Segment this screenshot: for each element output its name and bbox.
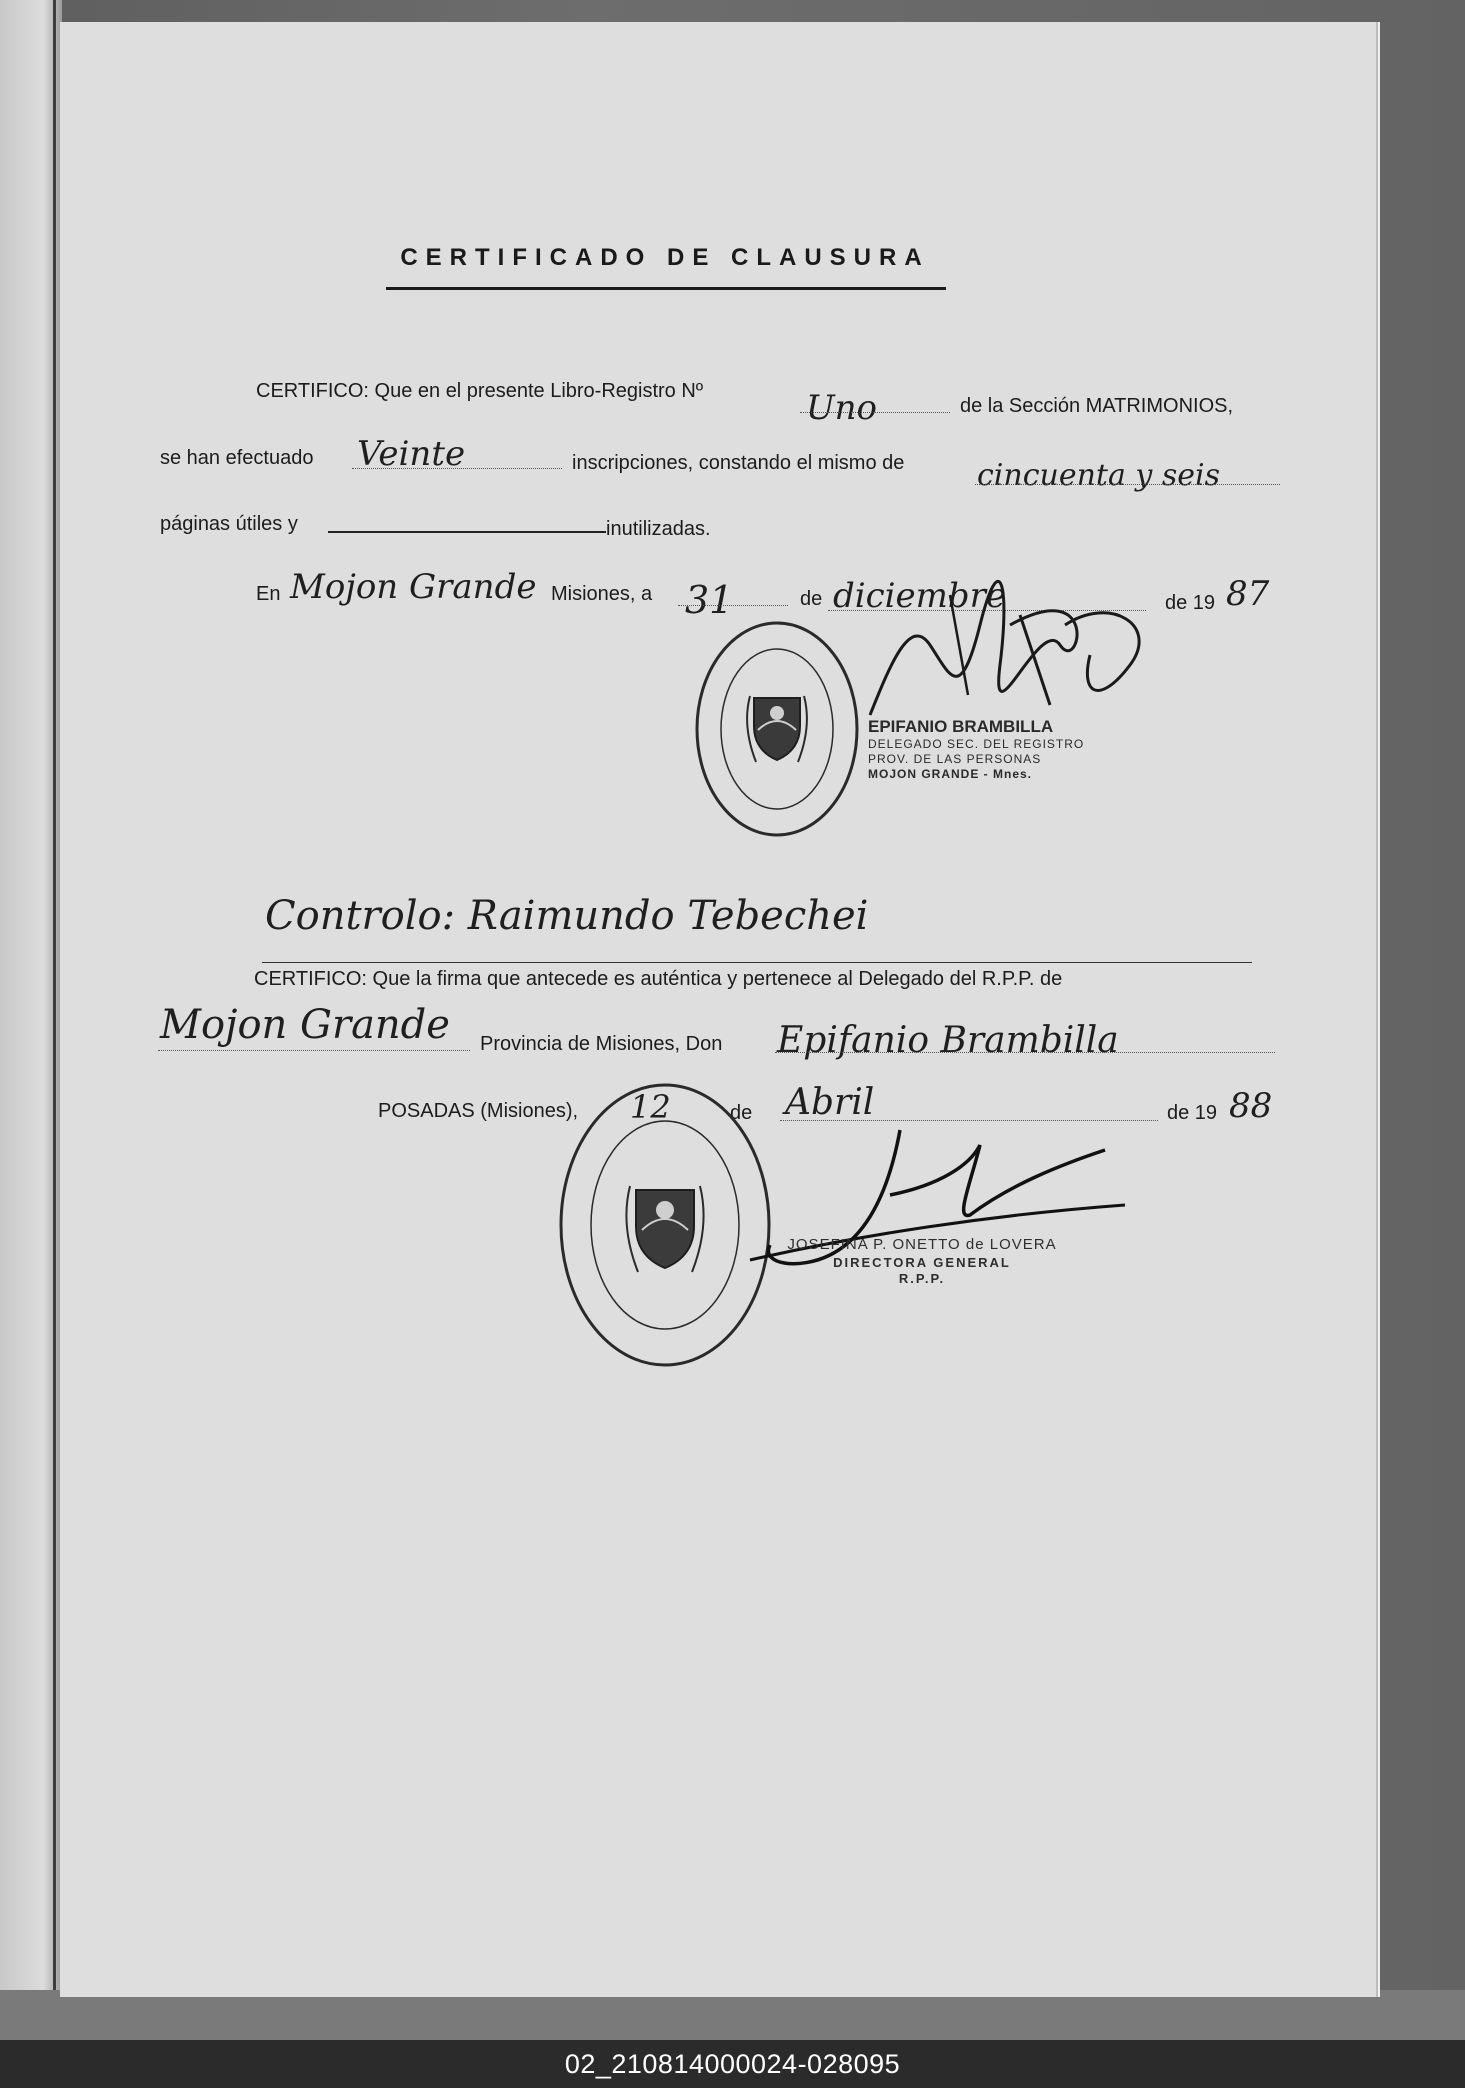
image-caption: 02_210814000024-028095	[0, 2040, 1465, 2088]
cert2-city: POSADAS (Misiones),	[378, 1100, 579, 1122]
cert2-name: Epifanio Brambilla	[777, 1020, 1119, 1061]
binder-bottom-edge	[0, 1990, 1465, 2040]
delegate-name: EPIFANIO BRAMBILLA	[868, 717, 1054, 736]
cert1-day-suffix: de	[800, 588, 823, 610]
cert1-day: 31	[685, 578, 734, 622]
cert1-book-number-dotted-line	[800, 412, 950, 413]
director-signature-block	[762, 1236, 1082, 1287]
cert1-month: diciembre	[833, 576, 1007, 616]
previous-page-edge	[0, 0, 62, 2040]
cert1-line3-prefix: páginas útiles y	[160, 513, 298, 535]
title-underline	[386, 287, 946, 290]
director-office: R.P.P.	[898, 1271, 946, 1286]
cert1-book-number: Uno	[806, 388, 878, 428]
cert1-place-prefix: En	[256, 583, 281, 605]
cert1-line2-middle: inscripciones, constando el mismo de	[572, 452, 905, 474]
director-title: DIRECTORA GENERAL	[833, 1254, 1011, 1270]
cert1-place-middle: Misiones, a	[551, 583, 653, 605]
cert1-pages: cincuenta y seis	[977, 458, 1221, 493]
cert1-line2-prefix: se han efectuado	[160, 447, 314, 469]
cert1-year-prefix: de 19	[1165, 592, 1216, 614]
delegate-office: PROV. DE LAS PERSONAS	[868, 752, 1042, 767]
cert2-line1: CERTIFICO: Que la firma que antecede es auténtica y pertenece al Delegado del R.P.P. de	[254, 968, 1063, 990]
delegate-location: MOJON GRANDE - Mnes.	[868, 767, 1033, 782]
cert1-line1-prefix: CERTIFICO: Que en el presente Libro-Registro Nº	[256, 380, 704, 402]
cert1-line1-suffix: de la Sección MATRIMONIOS,	[960, 395, 1234, 417]
control-note-line	[262, 962, 1252, 963]
cert2-line2-middle: Provincia de Misiones, Don	[480, 1033, 723, 1055]
cert1-unused-pages-line	[328, 531, 606, 533]
cert2-year-prefix: de 19	[1167, 1102, 1218, 1124]
cert1-pages-dotted-line	[975, 484, 1280, 485]
delegate-signature-block	[868, 716, 1148, 782]
cert2-place-dotted-line	[158, 1050, 470, 1051]
cert1-place: Mojon Grande	[290, 567, 537, 607]
cert2-year: 88	[1229, 1086, 1273, 1126]
cert1-line3-suffix: inutilizadas.	[606, 518, 711, 540]
delegate-signature-1	[850, 555, 1170, 735]
page-title: CERTIFICADO DE CLAUSURA	[400, 244, 930, 271]
cert2-month: Abril	[785, 1082, 875, 1123]
director-name: JOSEFINA P. ONETTO de LOVERA	[787, 1236, 1057, 1253]
cert2-name-dotted-line	[775, 1052, 1275, 1053]
delegate-title: DELEGADO SEC. DEL REGISTRO	[868, 737, 1085, 752]
control-note: Controlo: Raimundo Tebechei	[265, 893, 869, 939]
cert1-day-dotted-line	[678, 605, 788, 606]
cert2-month-dotted-line	[780, 1120, 1158, 1121]
cert2-place: Mojon Grande	[160, 1002, 450, 1048]
registry-seal-stamp	[692, 618, 862, 840]
cert1-inscriptions: Veinte	[357, 434, 466, 474]
cert2-day-suffix: de	[730, 1102, 753, 1124]
cert1-year: 87	[1226, 574, 1270, 614]
cert2-day: 12	[630, 1088, 671, 1126]
cert1-inscriptions-dotted-line	[352, 468, 562, 469]
